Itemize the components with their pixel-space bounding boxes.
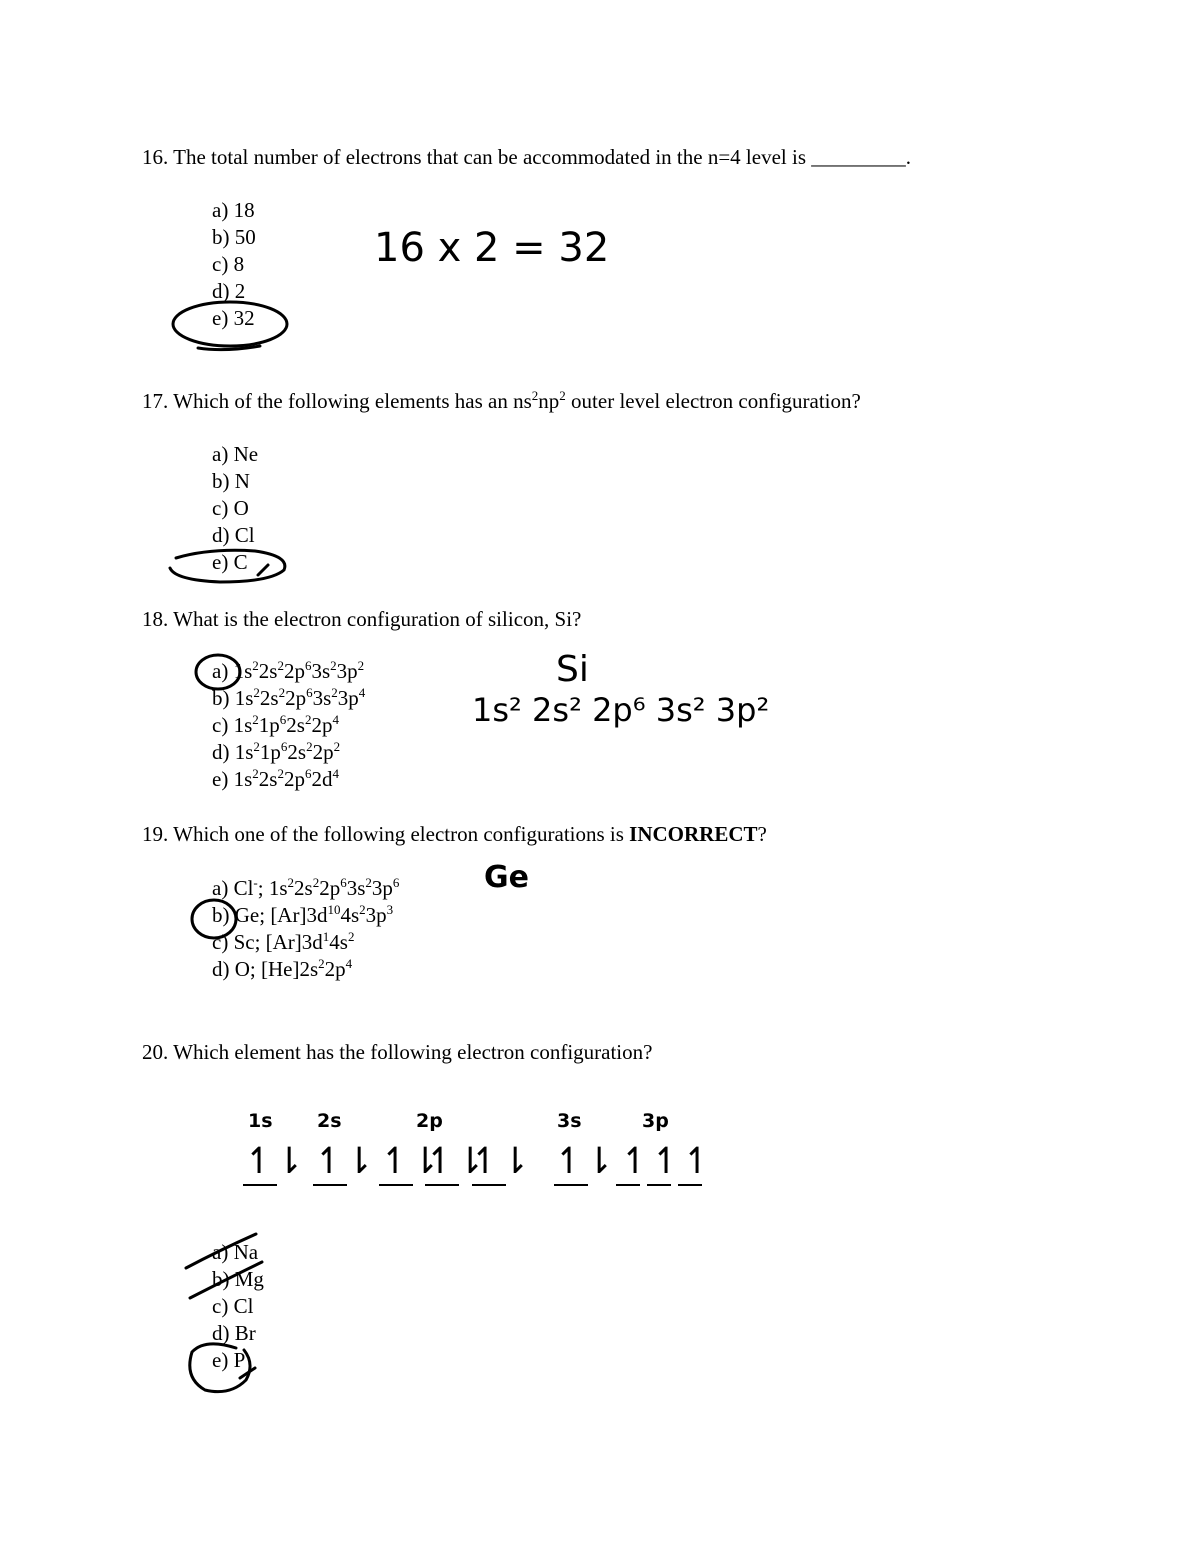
orbital-line: [425, 1184, 459, 1186]
option-c[interactable]: c) O: [212, 496, 249, 520]
option-e[interactable]: e) P: [212, 1348, 246, 1372]
option-a[interactable]: a) Cl-; $1s^22s^22p^63s^23p^6$: [212, 875, 400, 900]
orbital-2s-arrows: ↿⇂: [314, 1141, 375, 1182]
question-17: [142, 388, 861, 414]
option-c[interactable]: c) Sc; $[Ar]3d^14s^2$: [212, 929, 355, 954]
question-20: [142, 1039, 652, 1065]
orbital-label-1s: 1s: [248, 1110, 273, 1132]
option-d[interactable]: d) $1s^21p^62s^22p^2$: [212, 739, 341, 764]
orbital-line: [313, 1184, 347, 1186]
orbital-3p-1-arrow: ↿: [620, 1141, 651, 1182]
option-b[interactable]: b) Ge; $[Ar]3d^{10}4s^23p^3$: [212, 902, 394, 927]
option-d[interactable]: d) 2: [212, 279, 246, 303]
handwritten-configuration: 1s² 2s² 2p⁶ 3s² 3p²: [472, 691, 770, 729]
question-text: The total number of electrons that can be accommodated in the n=4 level is _________.: [173, 145, 911, 169]
option-c[interactable]: c) Cl: [212, 1294, 254, 1318]
option-b[interactable]: b) Mg: [212, 1267, 264, 1291]
orbital-line: [243, 1184, 277, 1186]
orbital-2p-1-arrows: ↿⇂: [380, 1141, 441, 1182]
option-e[interactable]: e) C: [212, 550, 248, 574]
option-d[interactable]: d) O; $[He]2s^22p^4$: [212, 956, 353, 981]
handwritten-calculation: 16 x 2 = 32: [374, 225, 610, 271]
option-a[interactable]: a) Na: [212, 1240, 259, 1264]
option-a[interactable]: a) 18: [212, 198, 255, 222]
orbital-label-3p: 3p: [642, 1110, 669, 1132]
question-19: [142, 821, 767, 847]
option-d[interactable]: d) Br: [212, 1321, 256, 1345]
question-text: Which of the following elements has an $ns^2np^2$ outer level electron configuration?: [173, 388, 861, 413]
options-20: [212, 1239, 264, 1374]
option-a[interactable]: a) $1s^22s^22p^63s^23p^2$: [212, 658, 365, 683]
orbital-line: [616, 1184, 640, 1186]
orbital-line: [647, 1184, 671, 1186]
option-a[interactable]: a) Ne: [212, 442, 259, 466]
question-number: 16.: [142, 145, 169, 169]
option-c[interactable]: c) 8: [212, 252, 245, 276]
orbital-3p-3-arrow: ↿: [682, 1141, 713, 1182]
question-16: [142, 144, 911, 170]
options-18: [212, 658, 365, 793]
option-b[interactable]: b) 50: [212, 225, 256, 249]
question-number: 20.: [142, 1040, 169, 1064]
orbital-3p-2-arrow: ↿: [651, 1141, 682, 1182]
question-text: Which one of the following electron configurations is INCORRECT?: [173, 822, 767, 846]
underline-stroke: [198, 346, 260, 350]
option-d[interactable]: d) Cl: [212, 523, 255, 547]
option-c[interactable]: c) $1s^21p^62s^22p^4$: [212, 712, 339, 737]
option-e[interactable]: e) $1s^22s^22p^62d^4$: [212, 766, 339, 791]
question-number: 19.: [142, 822, 169, 846]
orbital-label-2p: 2p: [416, 1110, 443, 1132]
orbital-line: [472, 1184, 506, 1186]
question-text: What is the electron configuration of silicon, Si?: [173, 607, 582, 631]
orbital-1s-arrows: ↿⇂: [244, 1141, 305, 1182]
check-stroke: [258, 565, 268, 575]
question-text: Which element has the following electron configuration?: [173, 1040, 653, 1064]
orbital-2p-2-arrows: ↿⇂: [425, 1141, 486, 1182]
orbital-label-2s: 2s: [317, 1110, 342, 1132]
orbital-line: [554, 1184, 588, 1186]
option-e[interactable]: e) 32: [212, 306, 255, 330]
orbital-line: [379, 1184, 413, 1186]
orbital-3s-arrows: ↿⇂: [554, 1141, 615, 1182]
orbital-line: [678, 1184, 702, 1186]
options-19: [212, 875, 399, 983]
question-18: [142, 606, 581, 632]
handwritten-si: Si: [556, 649, 589, 690]
orbital-label-3s: 3s: [557, 1110, 582, 1132]
options-16: [212, 197, 256, 332]
options-17: [212, 441, 258, 576]
option-b[interactable]: b) N: [212, 469, 250, 493]
question-number: 18.: [142, 607, 169, 631]
question-number: 17.: [142, 389, 169, 413]
orbital-2p-3-arrows: ↿⇂: [470, 1141, 531, 1182]
handwritten-ge: Ge: [484, 860, 529, 895]
option-b[interactable]: b) $1s^22s^22p^63s^23p^4$: [212, 685, 366, 710]
